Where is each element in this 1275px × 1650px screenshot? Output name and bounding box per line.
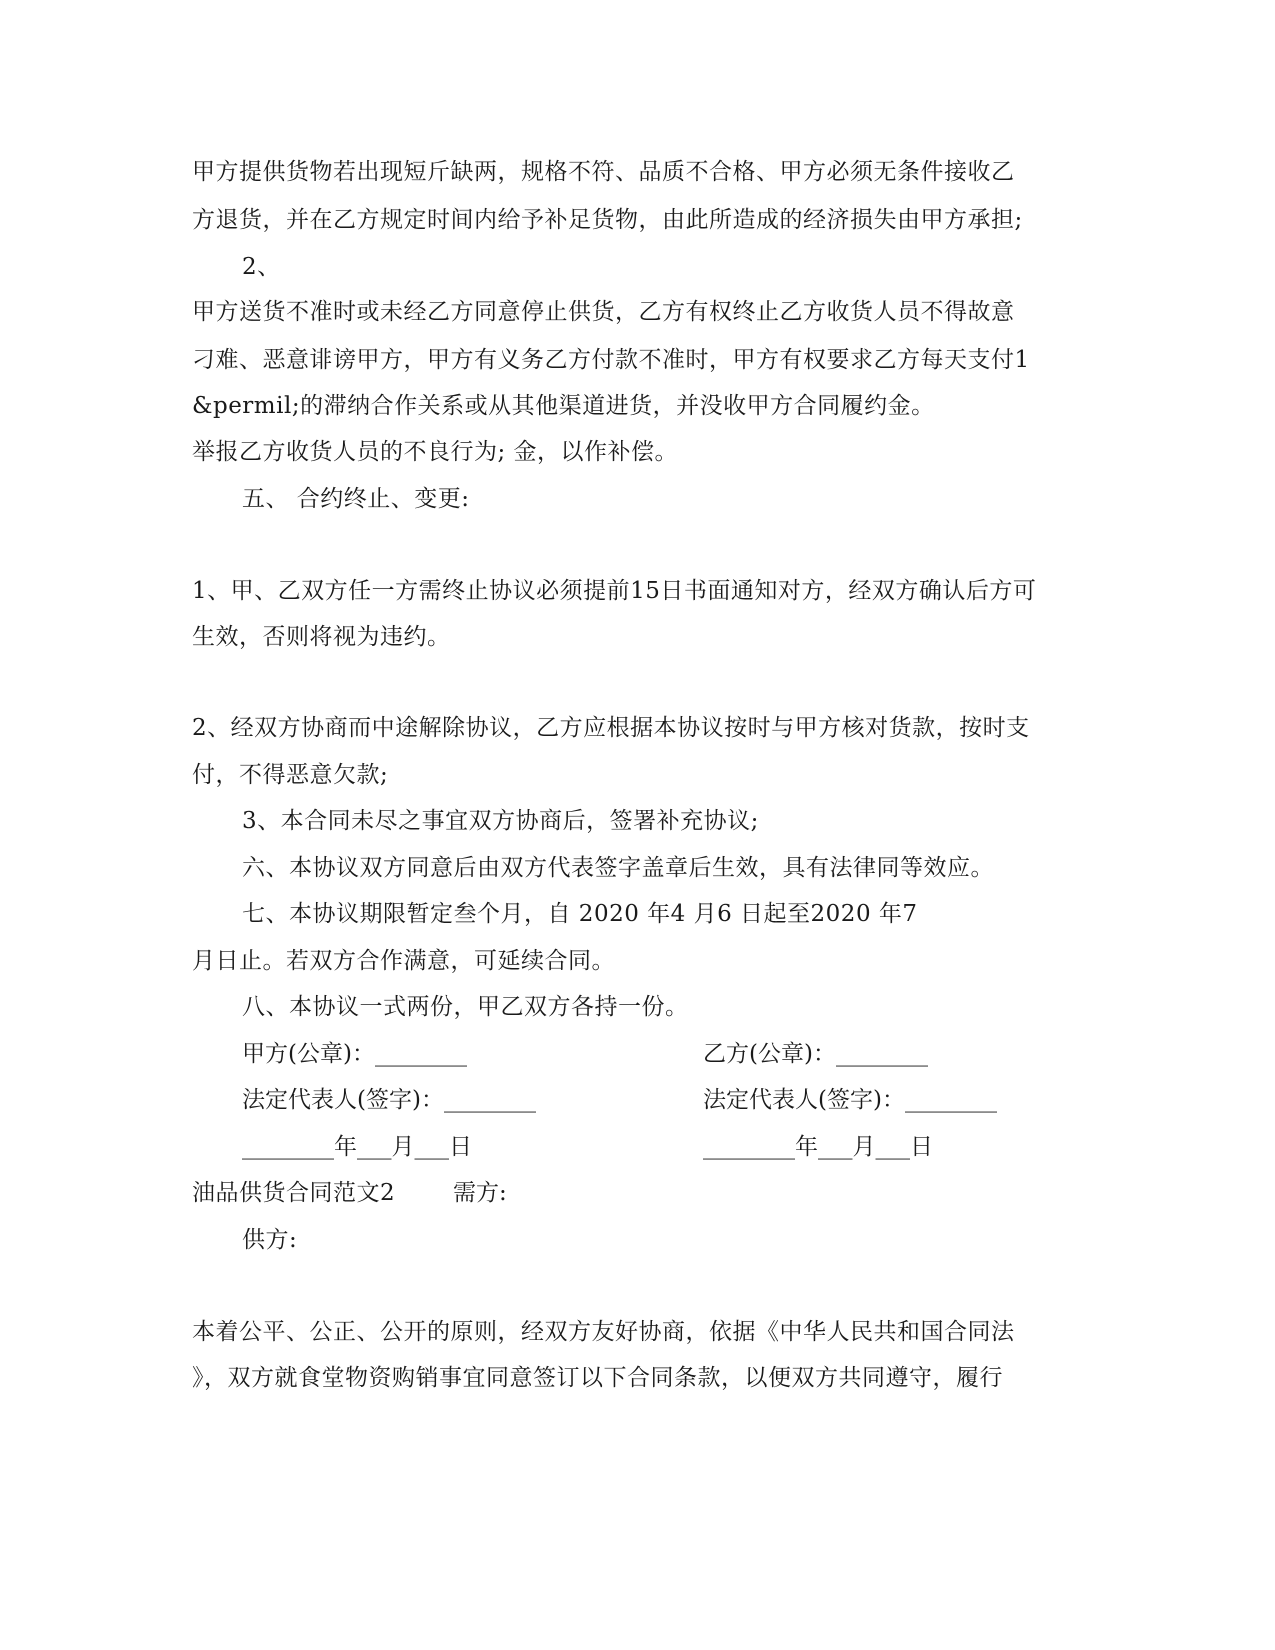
text-line: 1、甲、乙双方任一方需终止协议必须提前15日书面通知对方，经双方确认后方可 xyxy=(192,578,1037,604)
text-line: &permil;的滞纳合作关系或从其他渠道进货，并没收甲方合同履约金。 xyxy=(192,393,935,419)
text-line: 七、本协议期限暂定叁个月，自 2020 年4 月6 日起至2020 年7 xyxy=(242,901,918,927)
text-line: 本着公平、公正、公开的原则，经双方友好协商，依据《中华人民共和国合同法 xyxy=(192,1319,1015,1345)
party-b-date: ________年___月___日 xyxy=(703,1134,933,1160)
party-b-representative: 法定代表人(签字)：________ xyxy=(703,1087,997,1113)
supplier-label: 供方: xyxy=(242,1227,298,1253)
text-line: 方退货，并在乙方规定时间内给予补足货物，由此所造成的经济损失由甲方承担; xyxy=(192,207,1023,233)
text-line: 六、本协议双方同意后由双方代表签字盖章后生效，具有法律同等效应。 xyxy=(242,855,994,881)
text-line: 甲方提供货物若出现短斤缺两，规格不符、品质不合格、甲方必须无条件接收乙 xyxy=(192,159,1015,185)
text-line: 月日止。若双方合作满意，可延续合同。 xyxy=(192,948,615,974)
text-line: 甲方送货不准时或未经乙方同意停止供货，乙方有权终止乙方收货人员不得故意 xyxy=(192,299,1015,325)
text-line: 3、本合同未尽之事宜双方协商后，签署补充协议; xyxy=(242,808,759,834)
text-line: 2、经双方协商而中途解除协议，乙方应根据本协议按时与甲方核对货款，按时支 xyxy=(192,715,1030,741)
section-heading: 五、 合约终止、变更: xyxy=(242,486,470,512)
party-a-representative: 法定代表人(签字)：________ xyxy=(242,1087,536,1113)
sample2-title: 油品供货合同范文2 xyxy=(192,1180,396,1206)
party-a-seal: 甲方(公章)：________ xyxy=(242,1041,467,1067)
text-line: 举报乙方收货人员的不良行为; 金，以作补偿。 xyxy=(192,439,679,465)
buyer-label: 需方: xyxy=(453,1180,507,1206)
party-b-seal: 乙方(公章)：________ xyxy=(703,1041,928,1067)
text-line: 八、本协议一式两份，甲乙双方各持一份。 xyxy=(242,994,689,1020)
text-line: 付，不得恶意欠款; xyxy=(192,762,389,788)
text-line: 刁难、恶意诽谤甲方，甲方有义务乙方付款不准时，甲方有权要求乙方每天支付1 xyxy=(192,347,1030,373)
text-line: 生效，否则将视为违约。 xyxy=(192,624,451,650)
text-line: 》，双方就食堂物资购销事宜同意签订以下合同条款，以便双方共同遵守，履行 xyxy=(192,1365,1003,1391)
clause-number: 2、 xyxy=(242,254,281,280)
party-a-date: ________年___月___日 xyxy=(242,1134,472,1160)
